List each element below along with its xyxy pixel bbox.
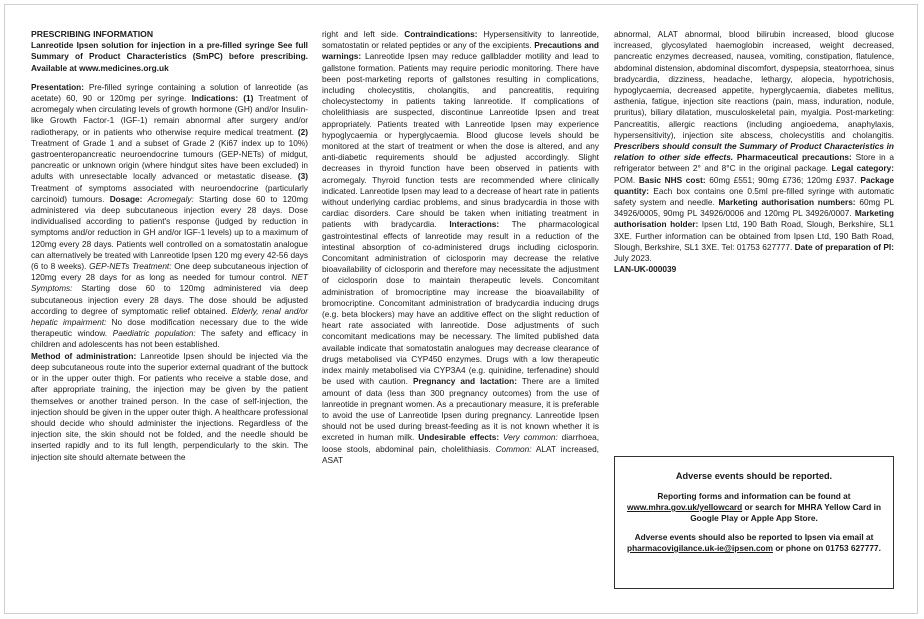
very-common-heading: Very common: [499, 432, 558, 443]
nhs-cost-heading: Basic NHS cost: [638, 174, 706, 185]
ma-holder-text: Ipsen Ltd, 190 Bath Road, Slough, Berkshire, SL1 3XE. Further information can be obtained from Ipsen Ltd, 190 Bath Road, Slough, Berkshire, SL1 3XE. Tel: 01753 627777. [614, 219, 894, 252]
indication-1-number: (1) [238, 93, 254, 104]
gep-nets-heading: GEP-NETs Treatment: [89, 261, 172, 272]
pharmaceutical-precautions-heading: Pharmaceutical precautions: [733, 152, 852, 163]
method-section [31, 351, 308, 463]
elderly-text: No dose modification necessary due to the wide therapeutic window. [31, 317, 308, 339]
legal-category-text: POM. [614, 174, 639, 185]
package-quantity-text: Each box contains one 0.5ml pre-filled syringe with automatic safety system and needle. [614, 185, 894, 208]
gep-nets-text: One deep subcutaneous injection of 120mg every 28 days for as long as needed for tumour control. [31, 261, 308, 283]
ma-numbers-heading: Marketing authorisation numbers: [718, 197, 856, 208]
reference-code: LAN-UK-000039 [614, 264, 677, 275]
prescribers-note: Prescribers should consult the Summary of Product Characteristics in relation to other side effects. [614, 141, 894, 163]
contraindications-text: Hypersensitivity to lanreotide, somatostatin or related peptides or any of the excipients. [322, 29, 599, 51]
reporting-text-b: or search for MHRA Yellow Card in Google Play or Apple App Store. [690, 502, 882, 523]
net-symptoms-text: Starting dose 60 to 120mg administered via deep subcutaneous injection every 28 days. The dose should be adjusted according to degree of symptomatic relief obtained. [31, 283, 308, 316]
pregnancy-heading: Pregnancy and lactation: [412, 376, 517, 387]
indication-1-text: Treatment of acromegaly when circulating levels of growth hormone (GH) and/or Insulin-like Growth Factor-1 (IGF-1) remain abnormal after surgery and/or radiotherapy, or in patients who otherwise require medical treatment. [31, 93, 308, 137]
column-3-text [614, 29, 894, 264]
presentation-section [31, 82, 308, 351]
dosage-heading: Dosage: [109, 193, 143, 204]
acromegaly-text: Starting dose 60 to 120mg administered via deep subcutaneous injection every 28 days. Dose individualised according to patient's response (judged by reduction in symptoms and/or reduction in GH and/or IGF-1 levels) up to a maximum of 120mg every 28 days. Patients well controlled on a somatostatin analogue can alternatively be treated with Lanreotide Ipsen 120 mg every 42-56 days (6 to 8 weeks). [31, 193, 308, 272]
reporting-text-a: Reporting forms and information can be found at [657, 491, 851, 501]
page-title: PRESCRIBING INFORMATION [31, 29, 154, 39]
paediatric-text: The safety and efficacy in children and adolescents has not been established. [31, 328, 309, 350]
ipsen-text-a: Adverse events should also be reported to Ipsen via email at [634, 532, 874, 542]
prescribing-header [31, 29, 308, 74]
interactions-text: The pharmacological gastrointestinal effects of lanreotide may result in a reduction of the intestinal absorption of co-administered drugs including ciclosporin. Concomitant administration of ciclosporin may decrease the relative bioavailability of ciclosporin and therefore may necessitate the adjustment of ciclosporin dose to maintain therapeutic levels. Concomitant administration of bromocriptine may increase the bioavailability of bromocriptine. Concomitant administration of bradycardia inducing drugs (e.g. beta blockers) may have an additive effect on the slight reduction of heart rate associated with lanreotide. Dose adjustments of such concomitant medications may be necessary. The limited published data available indicate that somatostatin analogues may decrease clearance of drugs metabolised via CYP450 enzymes. Drugs with a low therapeutic index mainly metabolised via CYP3A4 (e.g. quinidine, terfenadine) should be used with caution. [322, 219, 599, 387]
column-3 [614, 29, 894, 275]
pregnancy-text: There are a limited amount of data (less than 300 pregnancy outcomes) from the use of lanreotide in pregnant women. As a precautionary measure, it is preferable to avoid the use of Lanreotide Ipsen during pregnancy. Lanreotide Ipsen should not be used during breast-feeding as it is not known whether it is excreted in human milk. [322, 376, 599, 443]
adverse-events-box [614, 456, 894, 589]
date-of-preparation-heading: Date of preparation of PI: [794, 241, 894, 252]
adverse-events-reporting [623, 491, 885, 524]
net-symptoms-heading: NET Symptoms: [31, 272, 308, 294]
pharmaceutical-precautions-text: Store in a refrigerator between 2° and 8°C in the original package. [614, 152, 895, 174]
method-continued-text: right and left side. [322, 29, 405, 39]
indications-heading: Indications: [191, 93, 239, 104]
precautions-heading: Precautions and warnings: [322, 40, 599, 62]
pharmacovigilance-email-link[interactable]: pharmacovigilance.uk-ie@ipsen.com [627, 543, 774, 553]
yellowcard-link[interactable]: www.mhra.gov.uk/yellowcard [626, 502, 743, 512]
ipsen-text-b: or phone on 01753 627777. [773, 543, 881, 553]
indication-2-text: Treatment of Grade 1 and a subset of Grade 2 (Ki67 index up to 10%) gastroenteropancreatic neuroendocrine tumours (GEP-NETs) of midgut, pancreatic or unknown origin (where hindgut sites have been excluded) in adults with unresectable locally advanced or metastatic disease. [31, 137, 308, 182]
nhs-cost-text: 60mg £551; 90mg £736; 120mg £937. [705, 174, 861, 185]
column-1 [31, 29, 308, 463]
indication-3-number: (3) [297, 171, 308, 182]
ma-numbers-text: 60mg PL 34926/0005, 90mg PL 34926/0006 and 120mg PL 34926/0007. [614, 197, 894, 219]
elderly-heading: Elderly, renal and/or hepatic impairment: [31, 305, 308, 328]
package-quantity-heading: Package quantity: [614, 174, 895, 196]
presentation-text: Pre-filled syringe containing a solution of lanreotide (as acetate) 60, 90 or 120mg per syringe. [31, 81, 308, 104]
common-text-start: ALAT increased, ASAT [322, 443, 599, 465]
adverse-events-ipsen [623, 532, 885, 554]
adverse-events-title: Adverse events should be reported. [675, 471, 833, 481]
column-2 [322, 29, 599, 466]
method-text: Lanreotide Ipsen should be injected via the deep subcutaneous route into the superior external quadrant of the buttock or in the upper outer thigh. For patients who receive a stable dose, and after appropriate training, the injection may be given by the patient themselves or another trained person. In the case of self-injection, the injection should be given in the upper outer thigh. A healthcare professional should decide who should administer the injections. Regardless of the injection site, the skin should not be folded, and the needle should be inserted rapidly and to its full length, perpendicularly to the skin. The injection site should alternate between the [31, 350, 308, 462]
indication-3-text: Treatment of symptoms associated with neuroendocrine (particularly carcinoid) tumours. [31, 182, 308, 204]
undesirable-effects-heading: Undesirable effects: [418, 432, 500, 443]
contraindications-heading: Contraindications: [404, 29, 478, 39]
paediatric-heading: Paediatric population: [112, 328, 196, 339]
method-heading: Method of administration: [31, 350, 137, 361]
column-2-text [322, 29, 599, 466]
page-subtitle: Lanreotide Ipsen solution for injection in a pre-filled syringe See full Summary of Product Characteristics (SmPC) before prescribing. Available at www.medicines.org.uk [31, 40, 308, 73]
ma-holder-heading: Marketing authorisation holder: [614, 208, 894, 230]
acromegaly-heading: Acromegaly: [147, 193, 194, 204]
common-text-continued: abnormal, ALAT abnormal, blood bilirubin increased, blood glucose increased, glycosylated haemoglobin increased, weight decreased, pancreatic enzymes decreased, nausea, vomiting, constipation, flatulence, abdominal distension, abdominal discomfort, dyspepsia, steatorrhoea, sinus bradycardia, dizziness, headache, lethargy, alopecia, hypotrichosis, hypoglycaemia, decreased appetite, hyperglycaemia, diabetes mellitus, asthenia, fatigue, injection site reactions (pain, mass, induration, nodule, pruritus), biliary dilatation, musculoskeletal pain, myalgia. Post-marketing: Pancreatitis, allergic reactions (including angioedema, anaphylaxis, hypersensitivity), injection site abscess, cholecystitis and cholangitis. [614, 29, 894, 140]
interactions-heading: Interactions: [449, 219, 500, 230]
indication-2-number: (2) [297, 126, 308, 137]
very-common-text: diarrhoea, loose stools, abdominal pain, cholelithiasis. [322, 432, 600, 454]
common-heading: Common: [495, 443, 532, 454]
legal-category-heading: Legal category: [831, 163, 894, 174]
date-of-preparation-text: July 2023. [614, 253, 652, 264]
presentation-heading: Presentation: [31, 81, 85, 92]
precautions-text: Lanreotide Ipsen may reduce gallbladder motility and lead to gallstone formation. Patients may require periodic monitoring. There have been post-marketing reports of gallstones resulting in complications, including cholecystitis, cholangitis, and pancreatitis, requiring cholecystectomy in patients taking lanreotide. If complications of cholelithiasis are suspected, discontinue Lanreotide Ipsen and treat appropriately. Patients treated with Lanreotide Ipsen may experience hypoglycaemia or hyperglycaemia. Blood glucose levels should be monitored at the start of treatment or when the dose is altered, and any anti-diabetic requirements should be adjusted accordingly. Slight decreases in thyroid function have been observed in patients with acromegaly. Thyroid function tests are recommended where clinically indicated. Lanreotide Ipsen may lead to a decrease of heart rate in patients without underlying cardiac problems, and sinus bradycardia in those with cardiac disorders. Care should be taken when initiating treatment in patients with bradycardia. [322, 51, 599, 230]
